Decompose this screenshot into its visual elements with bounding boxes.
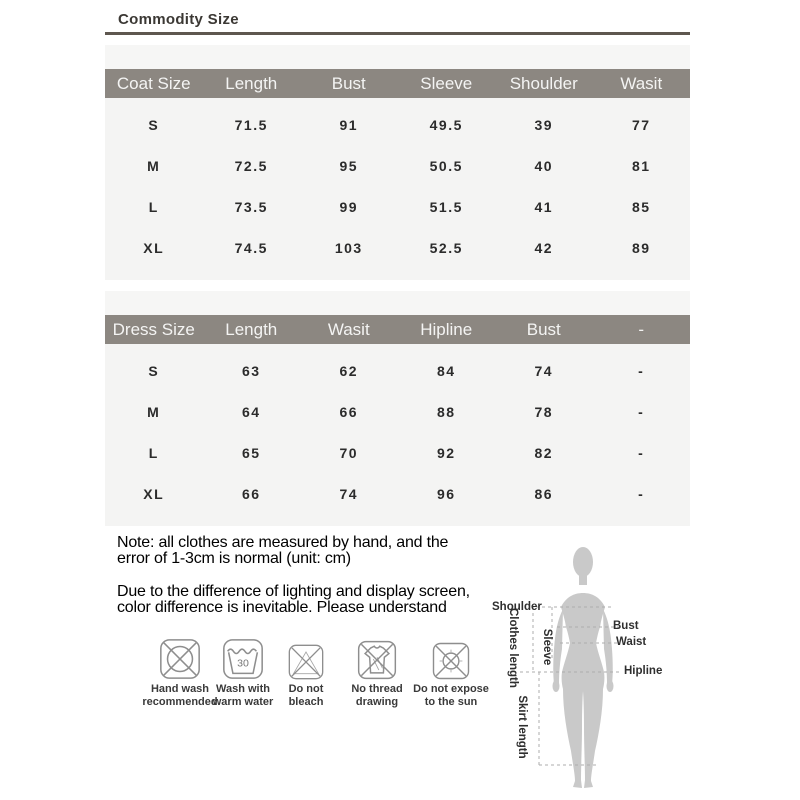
table-cell: 51.5 [429,198,463,215]
table-cell: 39 [534,116,554,133]
column-header: Length [225,319,278,339]
hipline-label: Hipline [624,665,663,677]
table-cell: 52.5 [429,239,463,256]
table-cell: 70 [339,444,359,461]
column-header: - [638,319,645,339]
table-cell: 74.5 [234,239,268,256]
table-cell: S [148,362,160,379]
dress-table-header-row [105,315,690,344]
table-cell: - [638,403,645,420]
note-line: error of 1-3cm is normal (unit: cm) [117,549,351,567]
table-cell: 103 [334,239,363,256]
table-cell: 91 [339,116,359,133]
skirt-length-label: Skirt length [516,695,528,759]
table-row [105,432,690,473]
care-item-no-bleach [273,634,339,708]
coat-table-header-row [105,69,690,98]
table-row [105,391,690,432]
table-cell: 66 [241,485,261,502]
table-cell: 74 [534,362,554,379]
care-item-no-sun [415,634,487,708]
care-label: Hand wash [150,683,210,695]
hand-wash-icon [157,634,203,682]
table-cell: 50.5 [429,157,463,174]
table-cell: XL [143,239,165,256]
table-cell: 66 [339,403,359,420]
table-cell: L [148,444,159,461]
wash-30-icon [220,634,266,682]
page-title: Commodity Size [118,11,239,28]
care-label: Wash with [216,683,270,695]
note-line: color difference is inevitable. Please understand [117,598,447,616]
table-cell: 63 [241,362,261,379]
table-row [105,186,690,227]
table-cell: 64 [241,403,261,420]
table-cell: 84 [436,362,456,379]
table-cell: - [638,362,645,379]
table-top-strip [105,45,690,69]
table-row [105,145,690,186]
table-cell: 41 [534,198,554,215]
table-cell: 78 [534,403,554,420]
column-header: Bust [526,319,561,339]
table-row [105,350,690,391]
coat-table-body [105,98,690,280]
bust-label: Bust [613,620,639,632]
table-cell: 71.5 [234,116,268,133]
coat-size-table [105,45,690,280]
shoulder-label: Shoulder [492,601,542,613]
table-cell: 92 [436,444,456,461]
table-cell: 82 [534,444,554,461]
column-header: Shoulder [509,73,578,93]
table-cell: 62 [339,362,359,379]
no-thread-drawing-icon [355,634,399,682]
table-cell: M [147,403,161,420]
care-label: bleach [288,696,324,708]
table-cell: - [638,444,645,461]
table-top-strip [105,291,690,315]
care-item-hand-wash [142,634,218,708]
table-cell: 40 [534,157,554,174]
table-cell: 85 [631,198,651,215]
table-row [105,473,690,514]
table-cell: 42 [534,239,554,256]
waist-label: Waist [616,636,647,648]
table-cell: 96 [436,485,456,502]
table-cell: 65 [241,444,261,461]
title-underline [105,32,690,35]
column-header: Coat Size [116,73,191,93]
woman-silhouette-icon [553,547,614,788]
table-cell: 81 [631,157,651,174]
care-label: No thread [351,683,403,695]
table-cell: 88 [436,403,456,420]
measurement-note [117,535,448,566]
table-cell: 95 [339,157,359,174]
table-cell: M [147,157,161,174]
table-cell: 73.5 [234,198,268,215]
care-item-no-thread-drawing [339,634,415,708]
table-row [105,104,690,145]
dress-table-body [105,344,690,526]
dress-size-table [105,291,690,526]
do-not-bleach-icon [286,634,326,682]
care-label: warm water [212,696,274,708]
care-label: recommended [142,696,218,708]
table-cell: L [148,198,159,215]
care-label: drawing [355,696,399,708]
care-label: Do not expose [413,683,489,695]
table-row [105,227,690,268]
table-cell: 49.5 [429,116,463,133]
care-item-warm-wash [213,634,273,708]
table-cell: 77 [631,116,651,133]
column-header: Length [225,73,278,93]
clothes-length-label: Clothes length [507,608,519,688]
sleeve-label: Sleeve [541,628,553,666]
table-cell: - [638,485,645,502]
column-header: Bust [331,73,366,93]
care-label: Do not [288,683,324,695]
table-cell: 99 [339,198,359,215]
column-header: Dress Size [112,319,195,339]
table-cell: 72.5 [234,157,268,174]
table-cell: XL [143,485,165,502]
table-cell: 74 [339,485,359,502]
color-difference-note [117,584,470,615]
column-header: Sleeve [420,73,473,93]
column-header: Wasit [620,73,663,93]
table-cell: 89 [631,239,651,256]
column-header: Hipline [420,319,473,339]
care-label: to the sun [424,696,478,708]
wash-temperature: 30 [237,657,249,670]
care-instructions [142,634,489,708]
note-line: Note: all clothes are measured by hand, and the [117,534,449,551]
table-cell: 86 [534,485,554,502]
table-cell: S [148,116,160,133]
no-sun-exposure-icon [430,634,472,682]
column-header: Wasit [327,319,370,339]
note-line: Due to the difference of lighting and display screen, [117,583,470,600]
